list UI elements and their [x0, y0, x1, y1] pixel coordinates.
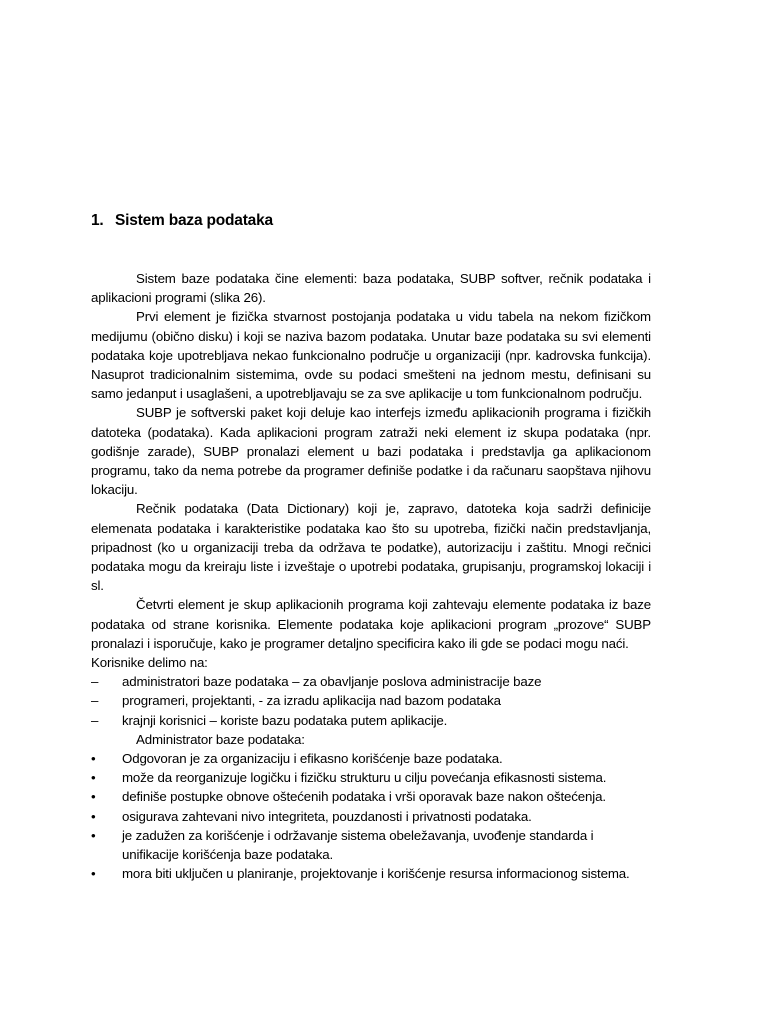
dash-marker: –: [91, 693, 99, 709]
list-item: [91, 672, 651, 691]
list-item-text: krajnji korisnici – koriste bazu podataka putem aplikacije.: [122, 712, 448, 728]
paragraph-intro: Sistem baze podataka čine elementi: baza podataka, SUBP softver, rečnik podataka i aplikacioni programi (slika 26).: [91, 271, 651, 306]
admin-intro: Administrator baze podataka:: [136, 731, 305, 747]
list-item-text: Odgovoran je za organizaciju i efikasno korišćenje baze podataka.: [122, 751, 503, 767]
section-title: Sistem baza podataka: [115, 212, 273, 229]
list-item: [91, 749, 651, 768]
dash-marker: –: [91, 712, 99, 728]
list-item-text: administratori baze podataka – za obavljanje poslova administracije baze: [122, 674, 542, 690]
bullet-marker: •: [91, 751, 96, 767]
section-heading: [91, 212, 273, 230]
list-item-text: mora biti uključen u planiranje, projektovanje i korišćenje resursa informacionog sistema.: [122, 866, 630, 882]
list-item: [91, 768, 651, 787]
list-item: [91, 826, 651, 864]
bullet-marker: •: [91, 827, 96, 843]
bullet-marker: •: [91, 866, 96, 882]
list-item-text: osigurava zahtevani nivo integriteta, pouzdanosti i privatnosti podataka.: [122, 808, 532, 824]
list-item-text: može da reorganizuje logičku i fizičku strukturu u cilju povećanja efikasnosti sistema.: [122, 770, 607, 786]
users-intro: Korisnike delimo na:: [91, 655, 208, 671]
list-item: [91, 711, 651, 730]
bullet-marker: •: [91, 770, 96, 786]
list-item: [91, 807, 651, 826]
list-item: [91, 787, 651, 806]
bullet-marker: •: [91, 789, 96, 805]
paragraph-data-dictionary: Rečnik podataka (Data Dictionary) koji je, zapravo, datoteka koja sadrži definicije elemenata podataka i karakteristike podataka kao što su upotreba, fizički način predstavljanja, pripadnost (ko u organizaciji treba da održava te podatke), autorizaciju i zaštitu. Mnogi rečnici podataka mogu da kreiraju liste i izveštaje o upotrebi podataka, grupisanju, programskoj lokaciji i sl.: [91, 501, 651, 594]
bullet-marker: •: [91, 808, 96, 824]
section-number: 1.: [91, 212, 104, 229]
dash-marker: –: [91, 674, 99, 690]
user-types-list: [91, 672, 651, 730]
paragraph-subp: SUBP je softverski paket koji deluje kao interfejs između aplikacionih programa i fizičkih datoteka (podataka). Kada aplikacioni program zatraži neki element iz skupa podataka (npr. godišnje zarade), SUBP pronalazi element u bazi podataka i predstavlja ga aplikacionom programu, tako da nema potrebe da programer definiše podatke i da računaru saopštava njihovu lokaciju.: [91, 405, 651, 498]
list-item-text: je zadužen za korišćenje i održavanje sistema obeležavanja, uvođenje standarda i unifikacije korišćenja baze podataka.: [122, 827, 594, 863]
list-item: [91, 864, 651, 883]
list-item-text: definiše postupke obnove oštećenih podataka i vrši oporavak baze nakon oštećenja.: [122, 789, 606, 805]
paragraph-applications: Četvrti element je skup aplikacionih programa koji zahtevaju elemente podataka iz baze podataka od strane korisnika. Elemente podataka koje aplikacioni program „prozove“ SUBP pronalazi i isporučuje, kako je programer detaljno specificira kako ili gde se podaci mogu naći.: [91, 597, 651, 651]
admin-duties-list: [91, 749, 651, 883]
list-item: [91, 691, 651, 710]
document-body: [91, 269, 651, 884]
paragraph-database: Prvi element je fizička stvarnost postojanja podataka u vidu tabela na nekom fizičkom medijumu (obično disku) i koji se naziva bazom podataka. Unutar baze podataka su svi elementi podataka koje upotrebljava nekao funkcionalno područje u organizaciji (npr. kadrovska funkcija). Nasuprot tradicionalnim sistemima, ovde su podaci smešteni na jednom mestu, definisani su samo jedanput i usaglašeni, a upotrebljavaju se za sve aplikacije u tom funkcionalnom području.: [91, 309, 651, 402]
list-item-text: programeri, projektanti, - za izradu aplikacija nad bazom podataka: [122, 693, 501, 709]
